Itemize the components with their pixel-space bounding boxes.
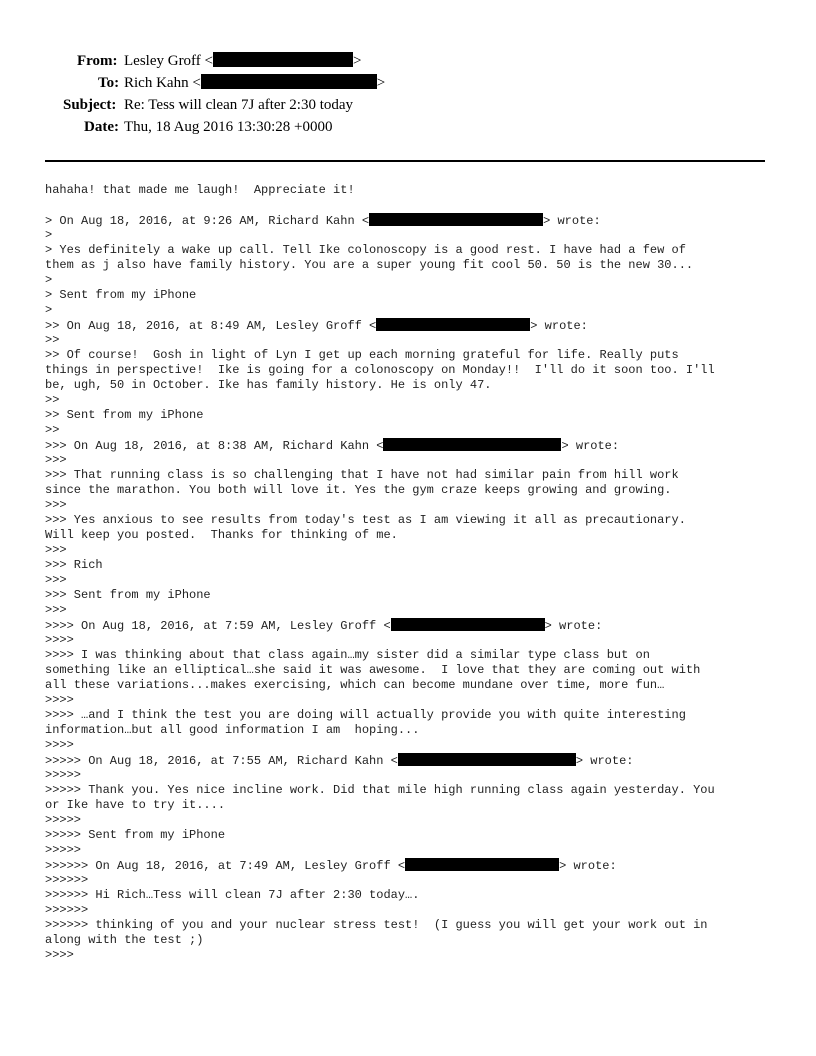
body-line [45,768,785,783]
body-line-text: >>> That running class is so challenging that I have not had similar pain from hill work [45,468,679,482]
date-label: Date: [84,119,119,135]
from-row [0,50,800,72]
body-line-text: >>> [45,543,67,557]
body-line-text: hahaha! that made me laugh! Appreciate it! [45,183,355,197]
subject-label: Subject: [63,97,117,113]
body-line [45,603,785,618]
body-line [45,888,785,903]
redacted-email [391,618,545,631]
body-line [45,513,785,528]
body-line [45,288,785,303]
body-line-text: >> Of course! Gosh in light of Lyn I get up each morning grateful for life. Really puts [45,348,679,362]
body-line-text: >> Sent from my iPhone [45,408,204,422]
body-line [45,228,785,243]
body-line [45,468,785,483]
body-line [45,843,785,858]
body-line-text: information…but all good information I am hoping... [45,723,420,737]
body-line-suffix: > wrote: [561,439,620,453]
to-name: Rich Kahn [124,75,189,91]
body-line [45,798,785,813]
body-line [45,558,785,573]
body-line [45,948,785,963]
body-line-text: >>>>> [45,813,82,827]
body-line [45,828,785,843]
body-line [45,528,785,543]
body-line-text: >>>> I was thinking about that class again…my sister did a similar type class but on [45,648,650,662]
body-line [45,933,785,948]
body-line [45,903,785,918]
body-line-text: >>>>>> [45,873,89,887]
body-line [45,258,785,273]
body-line [45,678,785,693]
header-divider [45,160,765,162]
body-line [45,543,785,558]
body-line [45,918,785,933]
body-line [45,753,785,768]
redacted-email [213,52,353,67]
body-line-text: >> [45,393,60,407]
body-line-suffix: > wrote: [575,754,634,768]
body-line-suffix: > wrote: [544,619,603,633]
date-row [0,116,800,138]
to-label: To: [98,75,120,91]
body-line-text: >>> Rich [45,558,103,572]
body-line-text: things in perspective! Ike is going for a colonoscopy on Monday!! I'll do it soon too. I'll [45,363,715,377]
body-line [45,738,785,753]
body-line [45,498,785,513]
body-line [45,198,785,213]
body-line-text: >>>>>> Hi Rich…Tess will clean 7J after 2:30 today…. [45,888,420,902]
body-line [45,588,785,603]
body-line [45,348,785,363]
subject-value: Re: Tess will clean 7J after 2:30 today [124,97,354,113]
body-line-text: >>>> On Aug 18, 2016, at 7:59 AM, Lesley Groff < [45,619,391,633]
body-line [45,438,785,453]
body-line [45,408,785,423]
body-line-text: Will keep you posted. Thanks for thinking of me. [45,528,398,542]
redacted-email [383,438,561,451]
body-line [45,183,785,198]
from-label: From: [77,53,118,69]
body-line [45,648,785,663]
body-line-text: >>>>>> On Aug 18, 2016, at 7:49 AM, Lesley Groff < [45,859,406,873]
email-body [45,183,785,963]
body-line-suffix: > wrote: [559,859,617,873]
body-line [45,363,785,378]
body-line [45,393,785,408]
body-line-text: >>> [45,603,67,617]
body-line [45,453,785,468]
body-line [45,378,785,393]
body-line-text: >> [45,333,60,347]
body-line [45,708,785,723]
body-line [45,273,785,288]
body-line [45,858,785,873]
body-line-text: >>>>> [45,768,82,782]
body-line-text: >>>>>> [45,903,89,917]
body-line-text: > [45,273,53,287]
body-line-text: >> On Aug 18, 2016, at 8:49 AM, Lesley Groff < [45,319,377,333]
body-line-text: > [45,303,53,317]
body-line [45,318,785,333]
to-row [0,72,800,94]
redacted-email [369,213,543,226]
body-line-text: all these variations...makes exercising, which can become mundane over time, more fun… [45,678,665,692]
body-line-text: > On Aug 18, 2016, at 9:26 AM, Richard Kahn < [45,214,370,228]
body-line-text: >>> [45,573,67,587]
body-line [45,693,785,708]
body-line-text: >>>>>> thinking of you and your nuclear stress test! (I guess you will get your work out in [45,918,708,932]
body-line [45,483,785,498]
date-value: Thu, 18 Aug 2016 13:30:28 +0000 [124,119,333,135]
body-line-text: >>> [45,453,67,467]
body-line [45,663,785,678]
body-line-suffix: > wrote: [530,319,588,333]
body-line-text: >>> Yes anxious to see results from today's test as I am viewing it all as precautionary. [45,513,686,527]
body-line-text: >>>>> On Aug 18, 2016, at 7:55 AM, Richard Kahn < [45,754,398,768]
body-line-text: >> [45,423,60,437]
body-line-text: them as j also have family history. You are a super young fit cool 50. 50 is the new 30... [45,258,694,272]
redacted-email [201,74,377,89]
body-line-text: >>> Sent from my iPhone [45,588,211,602]
to-value: Rich Kahn < > [124,75,386,91]
redacted-email [398,753,576,766]
body-line [45,813,785,828]
body-line [45,873,785,888]
body-line [45,333,785,348]
body-line-text: >>>> [45,948,74,962]
body-line [45,423,785,438]
body-line [45,243,785,258]
redacted-email [376,318,530,331]
body-line-text: >>>> [45,693,74,707]
body-line-text: > Yes definitely a wake up call. Tell Ike colonoscopy is a good rest. I have had a few of [45,243,686,257]
body-line-text: >>> [45,498,67,512]
body-line [45,723,785,738]
body-line-text: something like an elliptical…she said it was awesome. I love that they are coming out with [45,663,701,677]
body-line-text: >>>> [45,738,74,752]
body-line-text: >>>> [45,633,74,647]
body-line-text: > Sent from my iPhone [45,288,197,302]
body-line [45,573,785,588]
subject-row [0,94,800,116]
body-line [45,783,785,798]
body-line-text: be, ugh, 50 in October. Ike has family history. He is only 47. [45,378,492,392]
body-line [45,213,785,228]
body-line-text: since the marathon. You both will love it. Yes the gym craze keeps growing and growing. [45,483,672,497]
body-line [45,303,785,318]
body-line-text: >>>>> [45,843,82,857]
body-line-suffix: > wrote: [543,214,601,228]
body-line-text: >>>>> Thank you. Yes nice incline work. Did that mile high running class again yesterday. You [45,783,715,797]
redacted-email [405,858,559,871]
body-line-text: >>>> …and I think the test you are doing will actually provide you with quite interesting [45,708,686,722]
from-value: Lesley Groff < > [124,53,362,69]
body-line-text: > [45,228,53,242]
body-line-text: along with the test ;) [45,933,204,947]
body-line-text: >>>>> Sent from my iPhone [45,828,226,842]
body-line-text: or Ike have to try it.... [45,798,226,812]
body-line [45,633,785,648]
from-name: Lesley Groff [124,53,201,69]
body-line [45,618,785,633]
body-line-text: >>> On Aug 18, 2016, at 8:38 AM, Richard Kahn < [45,439,384,453]
